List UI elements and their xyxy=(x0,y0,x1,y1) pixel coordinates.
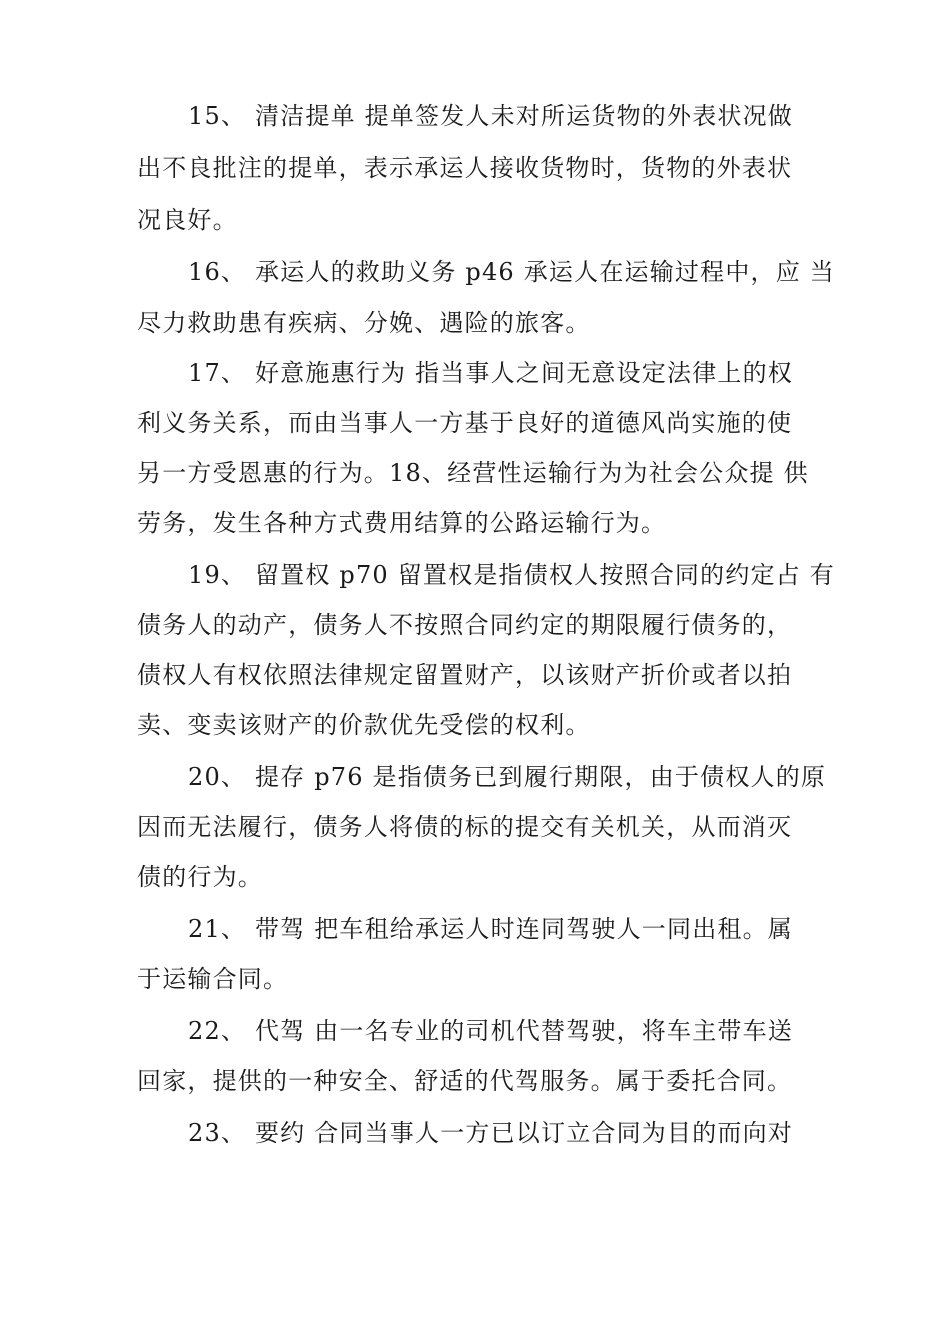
paragraph-17-line-4: 劳务，发生各种方式费用结算的公路运输行为。 xyxy=(137,509,667,537)
paragraph-20-line-3: 债的行为。 xyxy=(137,863,263,891)
paragraph-17-line-1: 17、 好意施惠行为 指当事人之间无意设定法律上的权 xyxy=(188,359,793,387)
paragraph-22-line-1: 22、 代驾 由一名专业的司机代替驾驶，将车主带车送 xyxy=(188,1017,793,1045)
paragraph-19-line-1: 19、 留置权 p70 留置权是指债权人按照合同的约定占 有 xyxy=(188,561,835,589)
paragraph-20-line-2: 因而无法履行，债务人将债的标的提交有关机关，从而消灭 xyxy=(137,813,793,841)
paragraph-20-line-1: 20、 提存 p76 是指债务已到履行期限，由于债权人的原 xyxy=(188,763,827,791)
paragraph-15-line-2: 出不良批注的提单，表示承运人接收货物时，货物的外表状 xyxy=(137,154,793,182)
paragraph-21-line-2: 于运输合同。 xyxy=(137,965,289,993)
paragraph-16-line-2: 尽力救助患有疾病、分娩、遇险的旅客。 xyxy=(137,309,591,337)
paragraph-19-line-4: 卖、变卖该财产的价款优先受偿的权利。 xyxy=(137,711,591,739)
paragraph-15-line-3: 况良好。 xyxy=(137,206,238,234)
paragraph-21-line-1: 21、 带驾 把车租给承运人时连同驾驶人一同出租。属 xyxy=(188,915,793,943)
paragraph-17-line-2: 利义务关系，而由当事人一方基于良好的道德风尚实施的使 xyxy=(137,409,793,437)
paragraph-19-line-3: 债权人有权依照法律规定留置财产，以该财产折价或者以拍 xyxy=(137,661,793,689)
paragraph-22-line-2: 回家，提供的一种安全、舒适的代驾服务。属于委托合同。 xyxy=(137,1067,793,1095)
paragraph-17-line-3: 另一方受恩惠的行为。18、经营性运输行为为社会公众提 供 xyxy=(137,459,809,487)
paragraph-23-line-1: 23、 要约 合同当事人一方已以订立合同为目的而向对 xyxy=(188,1119,793,1147)
paragraph-16-line-1: 16、 承运人的救助义务 p46 承运人在运输过程中，应 当 xyxy=(188,258,835,286)
paragraph-19-line-2: 债务人的动产，债务人不按照合同约定的期限履行债务的， xyxy=(137,611,793,639)
paragraph-15-line-1: 15、 清洁提单 提单签发人未对所运货物的外表状况做 xyxy=(188,102,793,130)
